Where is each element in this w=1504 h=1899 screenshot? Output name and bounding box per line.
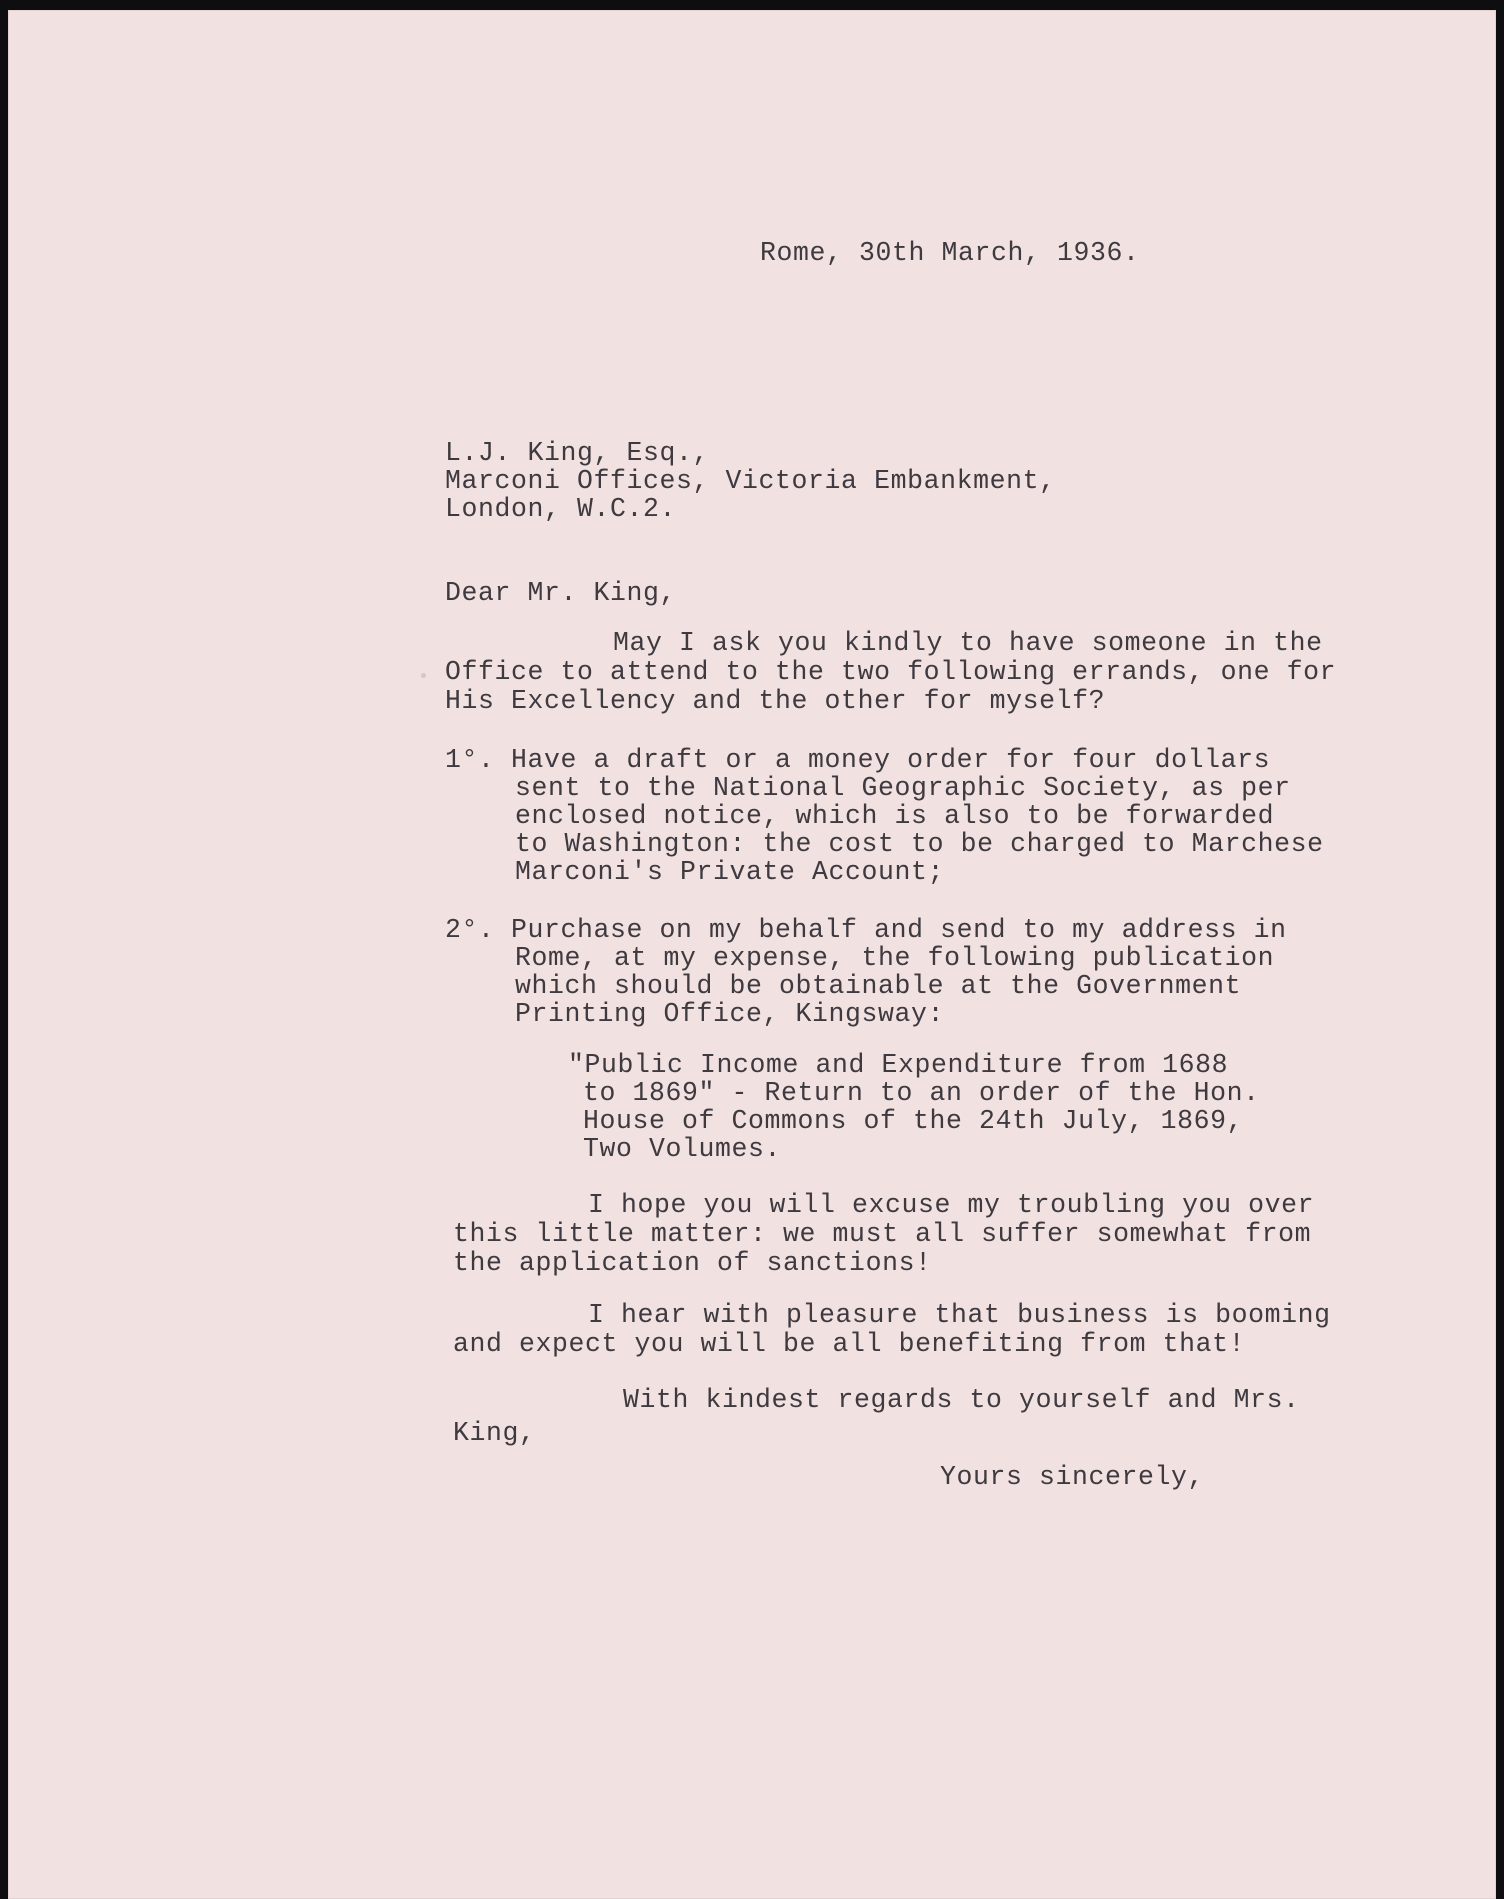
publication-line-3: House of Commons of the 24th July, 1869, — [583, 1106, 1244, 1136]
recipient-office: Marconi Offices, Victoria Embankment, — [445, 466, 1056, 496]
item-1-line-4: to Washington: the cost to be charged to Marchese — [515, 829, 1324, 859]
intro-line-2: Office to attend to the two following errands, one for — [445, 657, 1337, 687]
intro-line-1: May I ask you kindly to have someone in the — [613, 628, 1323, 658]
letter-date: Rome, 30th March, 1936. — [760, 238, 1140, 268]
salutation: Dear Mr. King, — [445, 578, 677, 608]
letter-page — [8, 10, 1496, 1899]
hope-line-3: the application of sanctions! — [453, 1248, 932, 1278]
item-1-line-2: sent to the National Geographic Society, as per — [515, 773, 1291, 803]
intro-line-3: His Excellency and the other for myself? — [445, 686, 1106, 716]
publication-line-2: to 1869" - Return to an order of the Hon. — [583, 1078, 1260, 1108]
hope-line-2: this little matter: we must all suffer somewhat from — [453, 1219, 1312, 1249]
recipient-city: London, W.C.2. — [445, 494, 677, 524]
item-1-line-1: 1°. Have a draft or a money order for four dollars — [445, 745, 1271, 775]
business-line-1: I hear with pleasure that business is booming — [588, 1300, 1331, 1330]
item-2-line-1: 2°. Purchase on my behalf and send to my address in — [445, 915, 1287, 945]
regards-line-2: King, — [453, 1418, 536, 1448]
publication-line-1: "Public Income and Expenditure from 1688 — [568, 1050, 1229, 1080]
publication-line-4: Two Volumes. — [583, 1134, 782, 1164]
closing: Yours sincerely, — [940, 1462, 1205, 1492]
item-2-line-2: Rome, at my expense, the following publication — [515, 943, 1275, 973]
business-line-2: and expect you will be all benefiting from that! — [453, 1329, 1246, 1359]
item-1-line-3: enclosed notice, which is also to be forwarded — [515, 801, 1275, 831]
item-1-line-5: Marconi's Private Account; — [515, 857, 945, 887]
hope-line-1: I hope you will excuse my troubling you over — [588, 1190, 1315, 1220]
regards-line-1: With kindest regards to yourself and Mrs. — [623, 1385, 1300, 1415]
item-2-line-4: Printing Office, Kingsway: — [515, 999, 945, 1029]
paper-speck — [421, 673, 426, 678]
item-2-line-3: which should be obtainable at the Government — [515, 971, 1242, 1001]
recipient-name: L.J. King, Esq., — [445, 438, 710, 468]
